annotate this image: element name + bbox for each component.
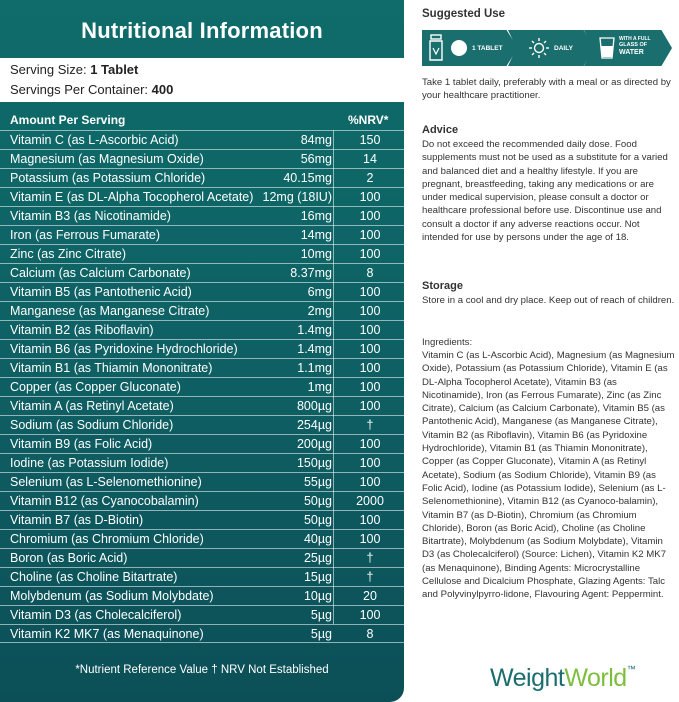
header-amount: Amount Per Serving bbox=[10, 113, 126, 127]
table-row bbox=[0, 415, 404, 434]
nutrient-nrv: 100 bbox=[359, 285, 381, 299]
step-water-label-c: WATER bbox=[619, 49, 644, 56]
nutrient-nrv: 100 bbox=[359, 209, 381, 223]
nutrient-amount: 2mg bbox=[307, 304, 332, 318]
table-row bbox=[0, 377, 404, 396]
table-row bbox=[0, 510, 404, 529]
nutrient-name: Magnesium (as Magnesium Oxide) bbox=[10, 152, 204, 166]
table-row bbox=[0, 434, 404, 453]
column-divider bbox=[333, 130, 334, 624]
table-row bbox=[0, 472, 404, 491]
nutrient-nrv: 8 bbox=[366, 627, 374, 641]
nutrient-nrv: 100 bbox=[359, 190, 381, 204]
table-row bbox=[0, 339, 404, 358]
nutrient-nrv: 100 bbox=[359, 513, 381, 527]
advice-heading: Advice bbox=[422, 124, 459, 136]
nutrient-nrv: 14 bbox=[363, 152, 377, 166]
nutrient-nrv: 100 bbox=[359, 456, 381, 470]
nutrient-amount: 1.4mg bbox=[297, 342, 332, 356]
nutrient-name: Vitamin B12 (as Cyanocobalamin) bbox=[10, 494, 199, 508]
ingredients-label: Ingredients: bbox=[422, 337, 473, 348]
nutrient-amount: 12mg (18IU) bbox=[262, 190, 332, 204]
nutrient-amount: 254µg bbox=[296, 418, 332, 432]
nutrient-name: Vitamin B3 (as Nicotinamide) bbox=[10, 209, 171, 223]
nutrient-amount: 8.37mg bbox=[290, 266, 332, 280]
nutrient-name: Potassium (as Potassium Chloride) bbox=[10, 171, 206, 185]
nutrient-name: Vitamin B7 (as D-Biotin) bbox=[10, 513, 144, 527]
nutrient-nrv: 100 bbox=[359, 228, 381, 242]
nutrient-nrv: 100 bbox=[359, 532, 381, 546]
tablet-icon bbox=[450, 39, 468, 57]
nutrient-nrv: 20 bbox=[363, 589, 377, 603]
nutrient-nrv: 100 bbox=[359, 361, 381, 375]
step-daily bbox=[508, 30, 594, 66]
step-water-label-a: WITH A FULL bbox=[619, 36, 651, 42]
nutrient-amount: 40µg bbox=[303, 532, 332, 546]
table-header bbox=[0, 110, 404, 130]
table-row bbox=[0, 206, 404, 225]
nutrient-amount: 1mg bbox=[307, 380, 332, 394]
nutrient-amount: 1.4mg bbox=[297, 323, 332, 337]
table-row bbox=[0, 225, 404, 244]
step-daily-label: DAILY bbox=[554, 45, 573, 52]
nutrient-nrv: 100 bbox=[359, 437, 381, 451]
nutrient-nrv: 100 bbox=[359, 608, 381, 622]
nutrient-nrv: 100 bbox=[359, 304, 381, 318]
serving-box bbox=[0, 58, 404, 102]
nutrient-amount: 1.1mg bbox=[297, 361, 332, 375]
ingredients-text: Vitamin C (as L-Ascorbic Acid), Magnesium (as Magnesium Oxide), Potassium (as Potassium Chloride), Vitamin E (as DL-Alpha Tocopherol Acetate), Vitamin B3 (as Nicotinamide), Iron (as Ferrous Fumarate), Zinc (as Zinc Citrate), Calcium (as Calcium Carbonate), Vitamin B5 (as Pantothenic Acid), Manganese (as Manganese Citrate), Vitamin B2 (as Riboflavin), Vitamin B6 (as Pyridoxine Hydrochloride), Vitamin B1 (as Thiamin Mononitrate), Copper (as Copper Gluconate), Vitamin A (as Retinyl Acetate), Sodium (as Sodium Chloride), Vitamin B9 (as Folic Acid), Iodine (as Potassium Iodide), Selenium (as L-Selenomethionine), Vitamin B12 (as Cyanoco-balamin), Vitamin B7 (as D-Biotin), Chromium (as Chromium Chloride), Boron (as Boric Acid), Choline (as Choline Bitartrate), Molybdenum (as Sodium Molybdate), Vitamin D3 (as Cholecalciferol) (Source: Lichen), Vitamin K2 MK7 (as Menaquinone), Binding Agents: Microcrystalline Cellulose and Dicalcium Phosphate, Glazing Agents: Talc and Polyvinylpyrro-lidone, Flavouring Agent: Peppermint. bbox=[422, 350, 675, 601]
table-row bbox=[0, 168, 404, 187]
nutrient-amount: 25µg bbox=[303, 551, 332, 565]
nutrient-amount: 56mg bbox=[300, 152, 332, 166]
nutrient-amount: 40.15mg bbox=[283, 171, 332, 185]
panel-title: Nutritional Information bbox=[81, 18, 323, 43]
nutrient-nrv: 2000 bbox=[356, 494, 384, 508]
table-row bbox=[0, 548, 404, 567]
brand-logo: WeightWorld™ bbox=[490, 664, 636, 692]
storage-text: Store in a cool and dry place. Keep out of reach of children. bbox=[422, 295, 675, 306]
nutrient-nrv: 150 bbox=[359, 133, 381, 147]
nutrient-nrv: 8 bbox=[366, 266, 374, 280]
suggested-use-text: Take 1 tablet daily, preferably with a meal or as directed by your healthcare practitioner. bbox=[422, 77, 671, 102]
table-row bbox=[0, 605, 404, 624]
nutrient-amount: 84mg bbox=[300, 133, 332, 147]
table-row bbox=[0, 282, 404, 301]
nutrient-amount: 10mg bbox=[300, 247, 332, 261]
table-row bbox=[0, 396, 404, 415]
nutrient-amount: 15µg bbox=[303, 570, 332, 584]
nutrient-nrv: 100 bbox=[359, 342, 381, 356]
nutrient-name: Molybdenum (as Sodium Molybdate) bbox=[10, 589, 214, 603]
nutrient-nrv: 2 bbox=[366, 171, 374, 185]
servings-per-container: Servings Per Container: 400 bbox=[10, 82, 174, 97]
nutrient-name: Vitamin B2 (as Riboflavin) bbox=[10, 323, 154, 337]
nutrient-amount: 50µg bbox=[303, 494, 332, 508]
nutrient-amount: 150µg bbox=[296, 456, 332, 470]
nutrient-amount: 10µg bbox=[303, 589, 332, 603]
glass-icon bbox=[598, 36, 616, 60]
table-row bbox=[0, 567, 404, 586]
nutrient-name: Calcium (as Calcium Carbonate) bbox=[10, 266, 191, 280]
nutrient-amount: 14mg bbox=[300, 228, 332, 242]
nutrient-name: Vitamin E (as DL-Alpha Tocopherol Acetate) bbox=[10, 190, 254, 204]
bottle-icon bbox=[426, 34, 448, 62]
nutrient-amount: 800µg bbox=[296, 399, 332, 413]
nutrient-amount: 5µg bbox=[310, 627, 332, 641]
table-row bbox=[0, 624, 404, 643]
table-row bbox=[0, 491, 404, 510]
table-row bbox=[0, 320, 404, 339]
table-row bbox=[0, 586, 404, 605]
nutrient-name: Vitamin A (as Retinyl Acetate) bbox=[10, 399, 174, 413]
nutrient-name: Iodine (as Potassium Iodide) bbox=[10, 456, 169, 470]
sun-icon bbox=[528, 37, 550, 59]
serving-size: Serving Size: 1 Tablet bbox=[10, 62, 139, 77]
nutrient-table bbox=[0, 130, 404, 643]
nutrient-name: Vitamin B5 (as Pantothenic Acid) bbox=[10, 285, 192, 299]
suggested-use-heading: Suggested Use bbox=[422, 8, 506, 20]
nutrient-name: Copper (as Copper Gluconate) bbox=[10, 380, 181, 394]
nutrient-amount: 55µg bbox=[303, 475, 332, 489]
step-water-label-b: GLASS OF bbox=[619, 42, 648, 48]
nutrient-name: Manganese (as Manganese Citrate) bbox=[10, 304, 210, 318]
nutrient-nrv: † bbox=[366, 418, 374, 432]
nutrient-name: Vitamin B1 (as Thiamin Mononitrate) bbox=[10, 361, 213, 375]
step-tablet-label: 1 TABLET bbox=[472, 45, 503, 52]
nutrient-name: Zinc (as Zinc Citrate) bbox=[10, 247, 126, 261]
nutrient-amount: 16mg bbox=[300, 209, 332, 223]
nutrient-nrv: 100 bbox=[359, 475, 381, 489]
nutrient-amount: 200µg bbox=[296, 437, 332, 451]
table-row bbox=[0, 244, 404, 263]
nutrient-nrv: † bbox=[366, 570, 374, 584]
nutrient-nrv: 100 bbox=[359, 380, 381, 394]
nutrient-name: Chromium (as Chromium Chloride) bbox=[10, 532, 204, 546]
nutrient-nrv: 100 bbox=[359, 247, 381, 261]
table-row bbox=[0, 301, 404, 320]
nutrient-nrv: 100 bbox=[359, 399, 381, 413]
header-nrv: %NRV* bbox=[348, 113, 389, 127]
nutrient-amount: 6mg bbox=[307, 285, 332, 299]
table-row bbox=[0, 358, 404, 377]
nutrient-name: Iron (as Ferrous Fumarate) bbox=[10, 228, 161, 242]
nutrient-name: Vitamin D3 (as Cholecalciferol) bbox=[10, 608, 182, 622]
nutrient-amount: 50µg bbox=[303, 513, 332, 527]
table-row bbox=[0, 149, 404, 168]
nutrient-name: Vitamin K2 MK7 (as Menaquinone) bbox=[10, 627, 204, 641]
nutrient-name: Vitamin B6 (as Pyridoxine Hydrochloride) bbox=[10, 342, 238, 356]
nutrient-name: Choline (as Choline Bitartrate) bbox=[10, 570, 178, 584]
footnote: *Nutrient Reference Value † NRV Not Established bbox=[75, 664, 329, 676]
nutrient-nrv: † bbox=[366, 551, 374, 565]
nutrient-nrv: 100 bbox=[359, 323, 381, 337]
nutrient-name: Vitamin B9 (as Folic Acid) bbox=[10, 437, 153, 451]
suggested-use-steps bbox=[422, 30, 672, 66]
table-row bbox=[0, 130, 404, 149]
storage-heading: Storage bbox=[422, 280, 463, 292]
nutrient-name: Boron (as Boric Acid) bbox=[10, 551, 128, 565]
advice-text: Do not exceed the recommended daily dose. Food supplements must not be used as a substitute for a varied and balanced diet and a healthy lifestyle. If you are pregnant, breastfeeding, taking any medications or are under medical supervision, please consult a doctor or healthcare professional before use. Discontinue use and consult a doctor if any adverse reactions occur. Not intended for use by persons under the age of 18. bbox=[422, 139, 668, 244]
nutrient-amount: 5µg bbox=[310, 608, 332, 622]
table-row bbox=[0, 187, 404, 206]
table-row bbox=[0, 529, 404, 548]
nutrient-name: Selenium (as L-Selenomethionine) bbox=[10, 475, 202, 489]
nutrient-name: Sodium (as Sodium Chloride) bbox=[10, 418, 174, 432]
table-row bbox=[0, 263, 404, 282]
table-row bbox=[0, 453, 404, 472]
nutrient-name: Vitamin C (as L-Ascorbic Acid) bbox=[10, 133, 179, 147]
